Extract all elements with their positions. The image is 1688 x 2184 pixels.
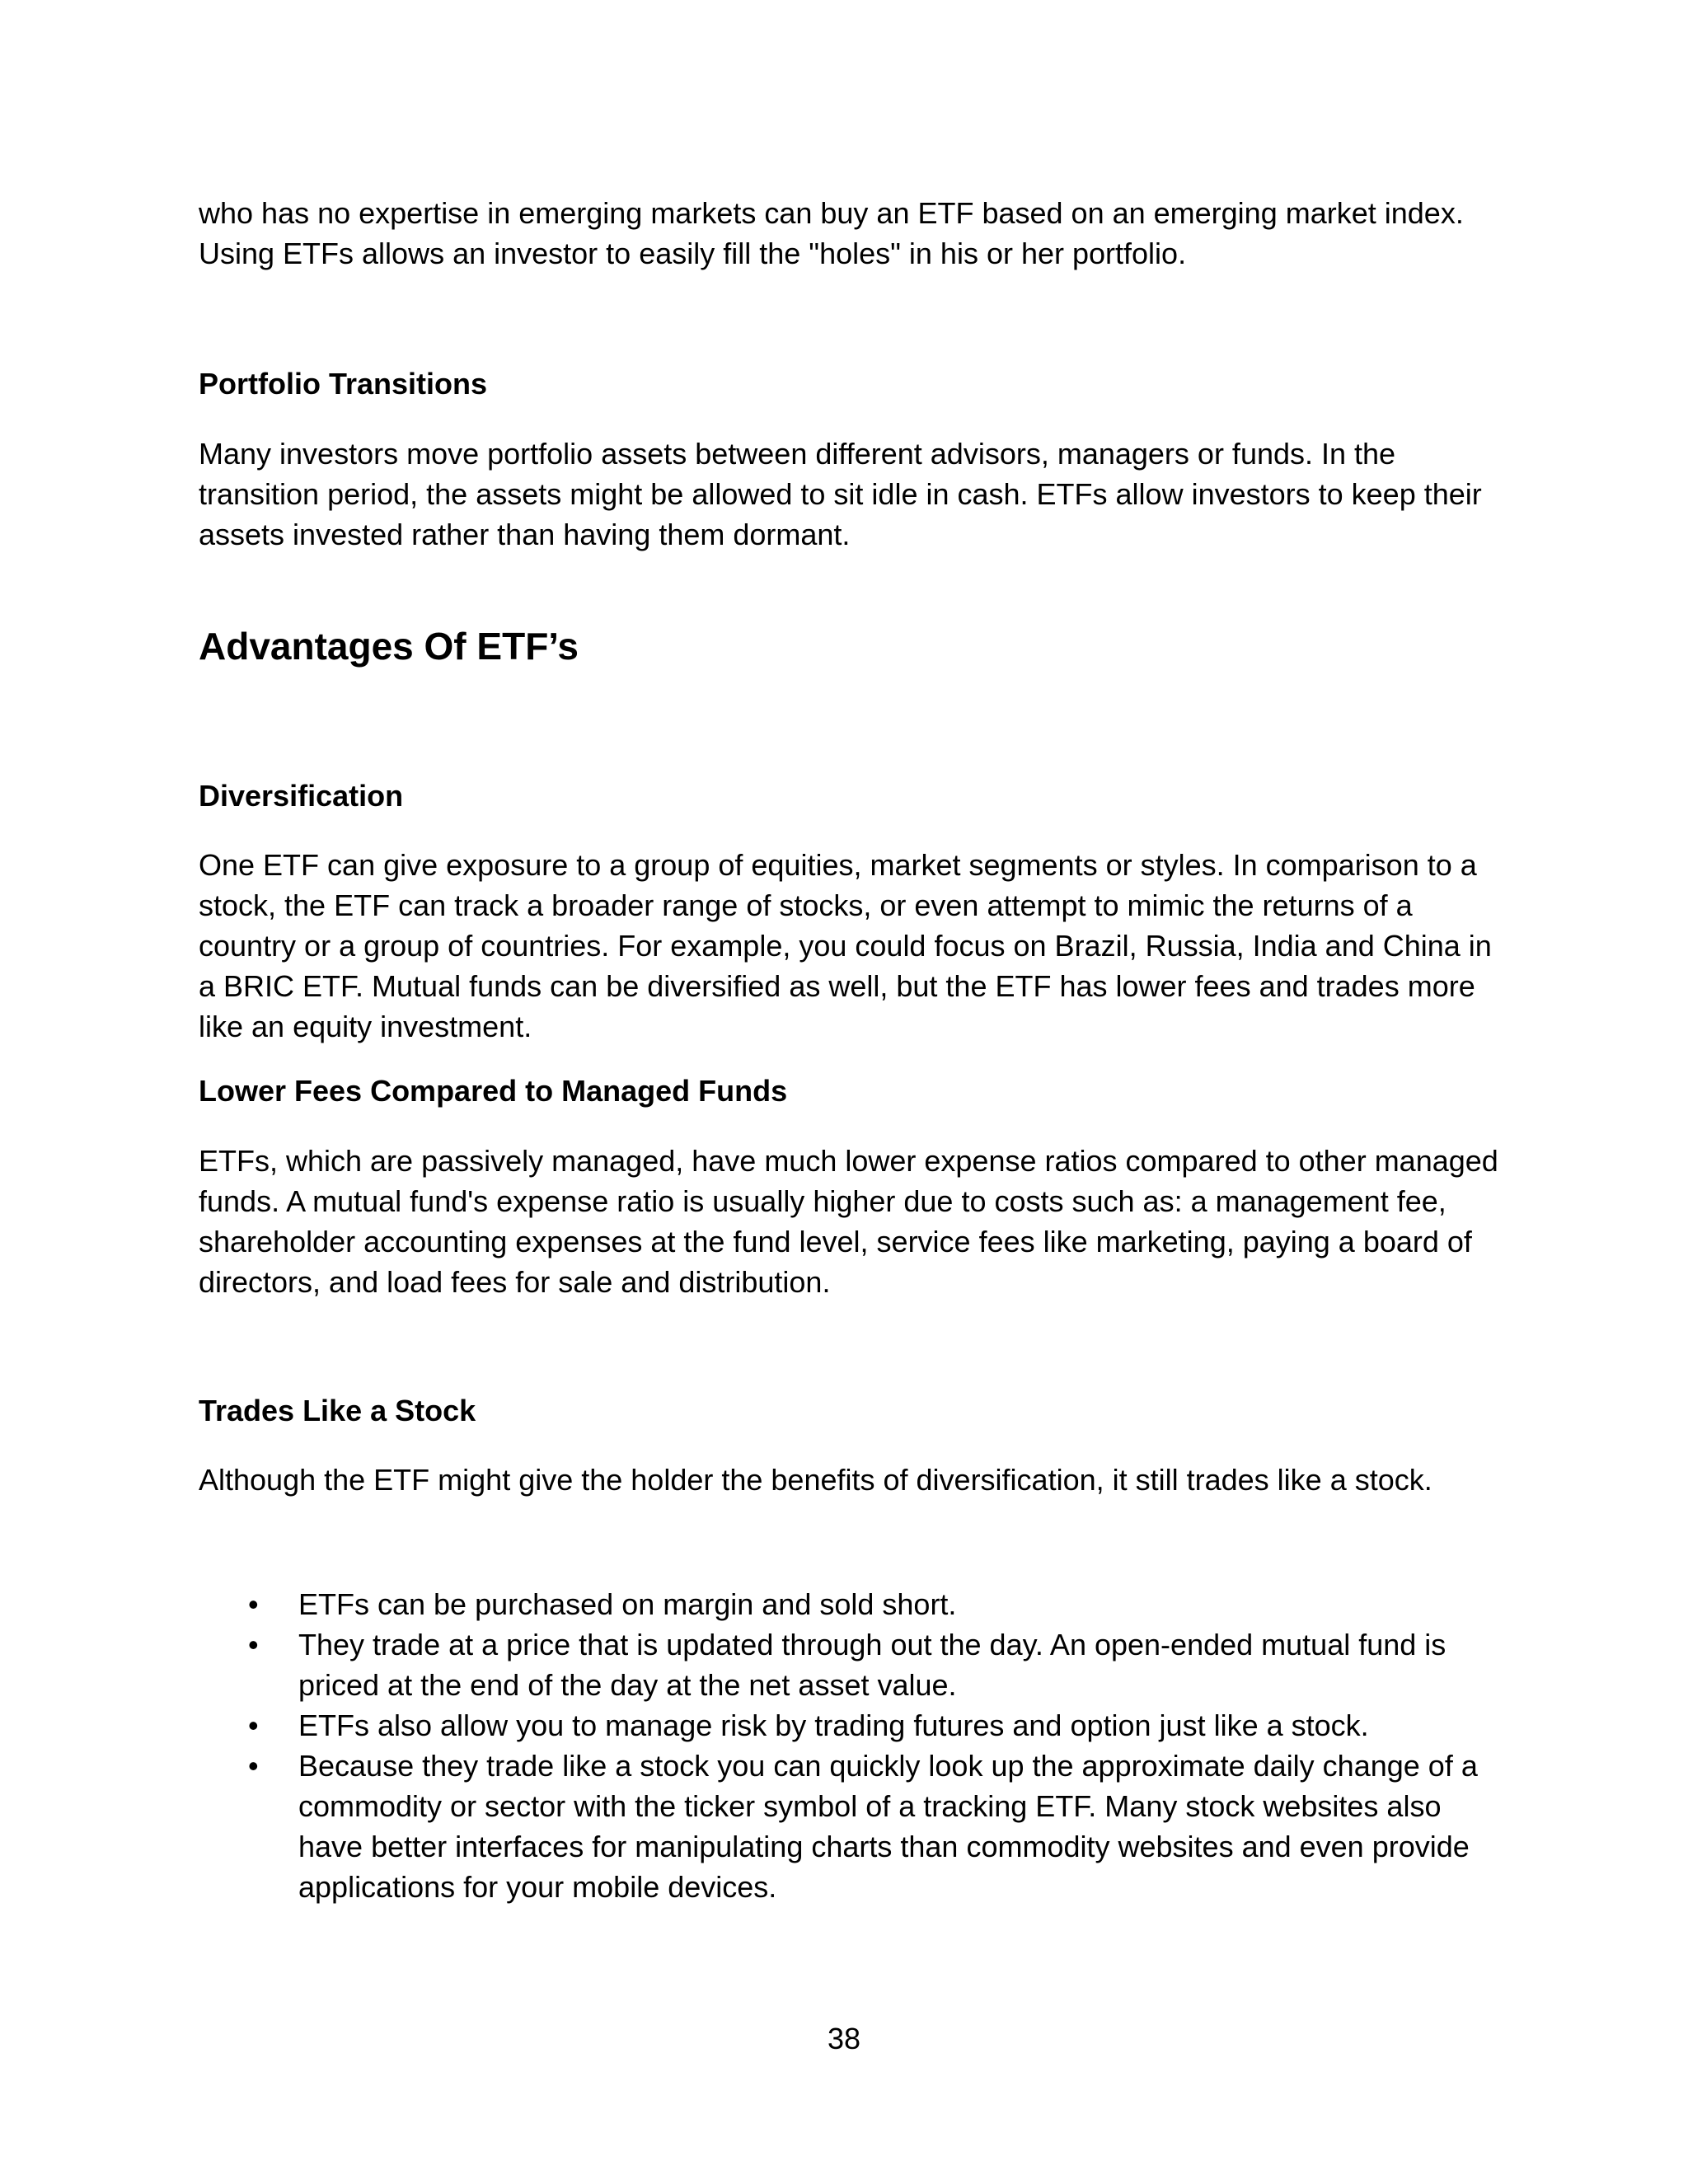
lower-fees-heading: Lower Fees Compared to Managed Funds — [199, 1074, 788, 1108]
bullet-text: ETFs also allow you to manage risk by trading futures and option just like a stock. — [298, 1708, 1369, 1742]
page-number: 38 — [827, 2022, 861, 2055]
portfolio-transitions-body: Many investors move portfolio assets between different advisors, managers or funds. In the transition period, the assets might be allowed to sit idle in cash. ETFs allow investors to keep their assets invested rather than having them dormant. — [199, 437, 1482, 551]
bullet-icon: • — [248, 1628, 259, 1661]
bullet-icon: • — [248, 1587, 259, 1621]
bullet-text: ETFs can be purchased on margin and sold short. — [298, 1587, 957, 1621]
diversification-body: One ETF can give exposure to a group of equities, market segments or styles. In comparison to a stock, the ETF can track a broader range of stocks, or even attempt to mimic the returns of a country or a group of countries. For example, you could focus on Brazil, Russia, India and China in a BRIC ETF. Mutual funds can be diversified as well, but the ETF has lower fees and trades more like an equity investment. — [199, 848, 1492, 1043]
advantages-heading: Advantages Of ETF’s — [199, 625, 579, 668]
intro-paragraph: who has no expertise in emerging markets can buy an ETF based on an emerging market index. Using ETFs allows an investor to easily fill the "holes" in his or her portfolio. — [199, 196, 1464, 270]
advantages-bullet-list — [199, 1584, 1501, 1907]
portfolio-transitions-heading: Portfolio Transitions — [199, 367, 488, 401]
list-item — [199, 1584, 1501, 1624]
list-item — [199, 1746, 1501, 1907]
diversification-heading: Diversification — [199, 779, 404, 813]
bullet-icon: • — [248, 1708, 259, 1742]
bullet-icon: • — [248, 1749, 259, 1783]
bullet-text: Because they trade like a stock you can quickly look up the approximate daily change of a commodity or sector with the ticker symbol of a tracking ETF. Many stock websites also have better interfaces for manipulating charts than commodity websites and even provide applications for your mobile devices. — [298, 1749, 1478, 1904]
trades-like-stock-body: Although the ETF might give the holder the benefits of diversification, it still trades like a stock. — [199, 1463, 1432, 1497]
list-item — [199, 1624, 1501, 1705]
trades-like-stock-heading: Trades Like a Stock — [199, 1394, 476, 1427]
list-item — [199, 1705, 1501, 1746]
bullet-text: They trade at a price that is updated through out the day. An open-ended mutual fund is priced at the end of the day at the net asset value. — [298, 1628, 1447, 1702]
lower-fees-body: ETFs, which are passively managed, have much lower expense ratios compared to other managed funds. A mutual fund's expense ratio is usually higher due to costs such as: a management fee, shareholder accounting expenses at the fund level, service fees like marketing, paying a board of directors, and load fees for sale and distribution. — [199, 1144, 1498, 1299]
